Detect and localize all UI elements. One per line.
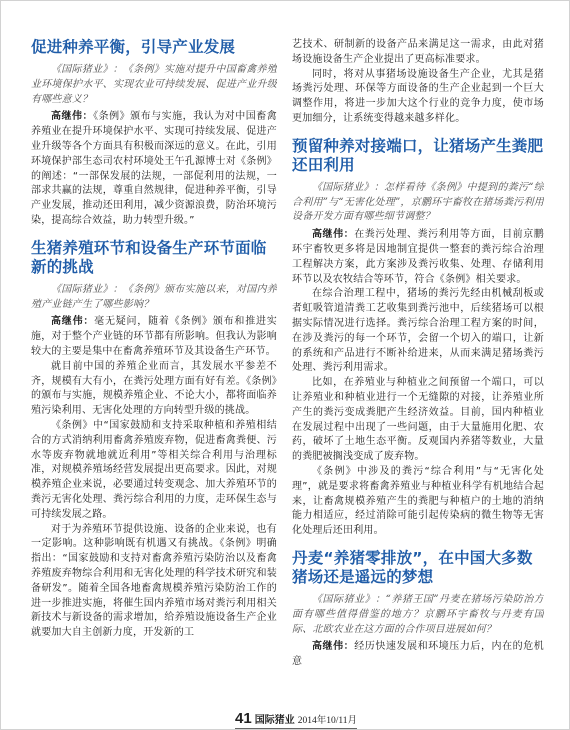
magazine-name: 国际猪业 bbox=[254, 715, 295, 726]
issue-date: 2014年10/11月 bbox=[297, 716, 357, 726]
section-heading: 预留种养对接端口，让猪场产生粪肥还田利用 bbox=[292, 136, 544, 174]
answer-paragraph: 在综合治理工程中，猪场的粪污先经由机械刮板或者虹吸管道清粪工艺收集到粪污池中，后续猪场可以根据实际情况进行选择。粪污综合治理工程方案的时间，在涉及粪污的每一个环节，会留一个切入的端口，让新的系统和产品进行不断补给进来，从而来满足猪场粪污处理、粪污利用需求。 bbox=[292, 288, 544, 374]
page-number: 41 bbox=[235, 710, 252, 727]
paragraph-text: 《条例》颁布与实施，我认为对中国畜禽养殖业在提升环境保护水平、实现可持续发展、促进产业升级等各个方面具有积极而深远的意义。在此，引用环境保护部生态司农村环境处王午孔源博士对《条例》的阐述：“一部保发展的法规，一部促利用的法规，一部求共赢的法规，尊重自然规律，促进种养平衡，引导产业发展，推动还田利用，减少资源浪费，防治环境污染，提高综合效益，助力转型升级。” bbox=[31, 111, 277, 226]
right-column bbox=[292, 38, 544, 708]
interview-question: 《国际猪业》：《条例》实施对提升中国畜禽养殖业环境保护水平、实现农业可持续发展、促进产业升级有哪些意义？ bbox=[31, 64, 277, 105]
speaker-label: 高继伟： bbox=[312, 229, 355, 241]
answer-paragraph bbox=[292, 640, 544, 670]
section-heading: 生猪养殖环节和设备生产环节面临新的挑战 bbox=[31, 238, 267, 276]
speaker-label: 高继伟： bbox=[312, 641, 355, 653]
answer-paragraph: 比如，在养殖业与种植业之间预留一个端口，可以让养殖业和种植业进行一个无缝隙的对接，让养殖业所产生的粪污变成粪肥产生经济效益。目前，国内种植业在发展过程中出现了一些问题，由于大量施用化肥、农药，破坏了土地生态平衡。反观国内养猪等数业，大量的粪肥被搁浅变成了废弃物。 bbox=[292, 377, 544, 463]
answer-paragraph: 就目前中国的养殖企业而言，其发展水平参差不齐，规模有大有小，在粪污处理方面有好有差。《条例》的颁布与实施，规模养殖企业、不论大小，都将面临养殖污染利用、无害化处理的方向转型升级的挑战。 bbox=[31, 360, 277, 417]
section-heading: 丹麦“养猪零排放”，在中国大多数猪场还是遥远的梦想 bbox=[292, 548, 533, 586]
page-footer bbox=[235, 710, 357, 729]
answer-paragraph-continued: 艺技术、研制新的设备产品来满足这一需求，由此对猪场设施设备生产企业提出了更高标准要求。 bbox=[292, 39, 544, 65]
answer-paragraph: 对于为养殖环节提供设施、设备的企业来说，也有一定影响。这种影响既有机遇又有挑战。《条例》明确指出：“国家鼓励和支持对畜禽养殖污染防治以及畜禽养殖废弃物综合利用和无害化处理的科学技术研究和装备研发”。随着全国各地畜禽规模养殖污染防治工作的进一步推进实施，将催生国内养殖市场对粪污利用相关新技术与新设备的需求增加，给养殖设施设备生产企业就要加大自主创新力度，开发新的工 bbox=[31, 523, 277, 639]
paragraph-text: 毫无疑问，随着《条例》颁布和推进实施，对于整个产业链的环节都有所影响。但我认为影响较大的主要是集中在畜禽养殖环节及其设备生产环节。 bbox=[31, 316, 277, 357]
paragraph-text: 经历快速发展和环境压力后，内在的危机意 bbox=[292, 641, 544, 668]
answer-paragraph: 《条例》中涉及的粪污“综合利用”与“无害化处理”，就是要求将畜禽养殖业与种植业科学有机地结合起来，让畜禽规模养殖产生的粪肥与种植户的土地的消纳能力相适应，经过消除可能引起传染病的微生物等无害化处理后还田利用。 bbox=[292, 465, 544, 537]
speaker-label: 高继伟： bbox=[51, 316, 95, 328]
speaker-label: 高继伟： bbox=[51, 111, 94, 123]
answer-paragraph bbox=[31, 315, 277, 359]
section-heading: 促进种养平衡，引导产业发展 bbox=[31, 38, 236, 56]
interview-question: 《国际猪业》：“养猪王国”丹麦在猪场污染防治方面有哪些值得借鉴的地方？京鹏环宇畜牧与丹麦有国际、北欧农业在这方面的合作项目进展如何？ bbox=[292, 593, 544, 635]
answer-paragraph: 《条例》中“国家鼓励和支持采取种植和养殖相结合的方式消纳利用畜禽养殖废弃物，促进畜禽粪便、污水等废弃物就地就近利用”等相关综合利用与治理标准，对规模养殖场经营发展提出更高要求。因此，对规模养殖企业来说，必要通过转变观念、加大养殖环节的粪污无害化处理、粪污综合利用的力度，走环保生态与可持续发展之路。 bbox=[31, 419, 277, 520]
interview-question: 《国际猪业》：怎样看待《条例》中提到的粪污“综合利用”与“无害化处理”，京鹏环宇畜牧在猪场粪污利用设备开发方面有哪些细节调整？ bbox=[292, 181, 544, 223]
paragraph-text: 在粪污处理、粪污利用等方面，目前京鹏环宇畜牧更多将是因地制宜提供一整套的粪污综合治理工程解决方案，此方案涉及粪污收集、处理、存储利用环节以及农牧结合等环节，符合《条例》相关要求。 bbox=[292, 229, 544, 285]
answer-paragraph: 同时，将对从事猪场设施设备生产企业，尤其是猪场粪污处理、环保等方面设备的生产企业起到一个巨大调整作用，将进一步加大这个行业的竞争力度，使市场更加细分，让系统变得越来越多样化。 bbox=[292, 68, 544, 124]
left-column bbox=[31, 38, 277, 708]
answer-paragraph bbox=[31, 110, 277, 228]
answer-paragraph bbox=[292, 228, 544, 287]
interview-question: 《国际猪业》：《条例》颁布实施以来，对国内养殖产业链产生了哪些影响？ bbox=[31, 283, 277, 310]
